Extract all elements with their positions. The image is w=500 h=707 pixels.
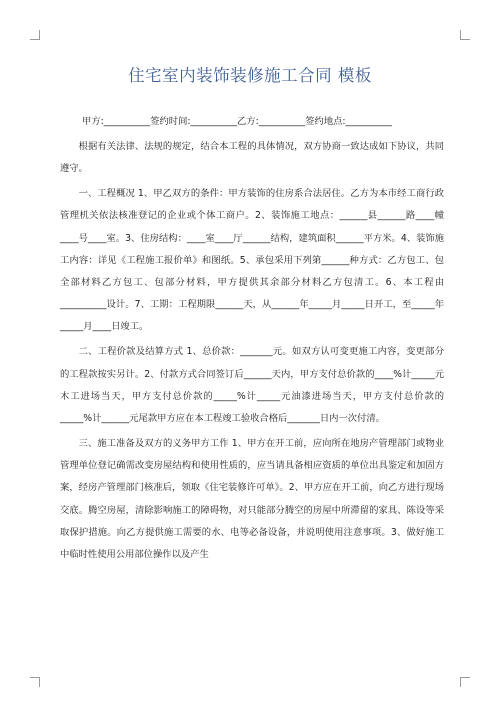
page-corner-mark-top-left bbox=[30, 30, 40, 40]
parties-signing-line: 甲方:__________签约时间:__________乙方:__________签约地点:__________ bbox=[82, 116, 393, 127]
section-3-preparation-and-obligations: 三、施工准备及双方的义务甲方工作 1、甲方在开工前，应向所在地房产管理部门或物业管理单位登记确需改变房屋结构和使用性质的，应当请具备相应资质的单位出具鉴定和加固方案，经房产管理部门核准后，领取《住宅装修许可单》。2、甲方应在开工前，向乙方进行现场交底。腾空房屋，清除影响施工的障碍物，对只能部分腾空的房屋中所滞留的家具、陈设等采取保护措施。向乙方提供施工需要的水、电等必备设备，并说明使用注意事项。3、做好施工中临时性使用公用部位操作以及产生 bbox=[60, 438, 444, 561]
page-corner-mark-bottom-right bbox=[460, 677, 470, 687]
document-body bbox=[60, 111, 444, 569]
section-2-price-and-settlement: 二、工程价款及结算方式 1、总价款：_______元。如双方认可变更施工内容，变更部分的工程款按实另计。2、付款方式合同签订后______天内，甲方支付总价款的____%计_____元木工进场当天，甲方支付总价款的_____%计_____元油漆进场当天，甲方支付总价款的_____%计______元尾款甲方应在本工程竣工验收合格后_______日内一次付清。 bbox=[60, 346, 444, 425]
document-title: 住宅室内装饰装修施工合同 模板 bbox=[128, 66, 372, 85]
page-corner-mark-bottom-left bbox=[30, 677, 40, 687]
page-corner-mark-top-right bbox=[460, 30, 470, 40]
section-1-project-overview: 一、工程概况 1、甲乙双方的条件：甲方装饰的住房系合法居住。乙方为本市经工商行政管理机关依法核准登记的企业或个体工商户。2、装饰施工地点：______县______路____幢____号____室。3、住房结构：____室____厅______结构，建筑面积______平方米。4、装饰施工内容：详见《工程施工报价单》和图纸。5、承包采用下列第______种方式：乙方包工、包全部材料乙方包工、包部分材料，甲方提供其余部分材料乙方包清工。6、本工程由__________设计。7、工期：工程期限______天，从______年_____月_____日开工，至_____年_____月____日竣工。 bbox=[60, 188, 444, 333]
preamble-paragraph: 根据有关法律、法规的规定，结合本工程的具体情况，双方协商一致达成如下协议，共同遵守。 bbox=[60, 141, 444, 175]
